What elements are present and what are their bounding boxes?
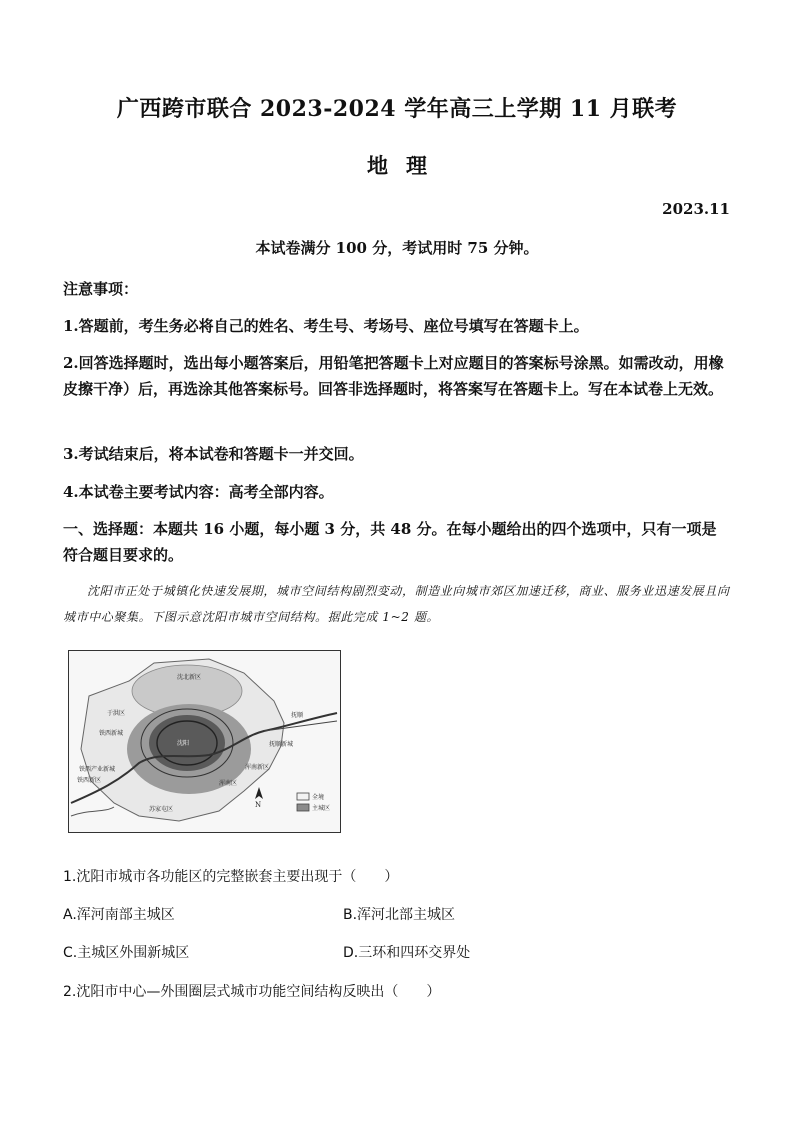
shenyang-city-structure-map	[68, 650, 341, 833]
label-fushun: 抚顺	[291, 712, 304, 719]
exam-title: 广西跨市联合 2023-2024 学年高三上学期 11 月联考	[116, 96, 678, 122]
notice-item-2: 2.回答选择题时，选出每小题答案后，用铅笔把答题卡上对应题目的答案标号涂黑。如需改动，用橡皮擦干净）后，再选涂其他答案标号。回答非选择题时，将答案写在答题卡上。写在本试卷上无效。	[63, 354, 724, 398]
label-hunnan: 浑南区	[219, 780, 238, 787]
legend-label-main-city: 主城区	[312, 805, 331, 812]
label-sujiatun: 苏家屯区	[149, 806, 174, 813]
label-shenyang: 沈阳	[177, 740, 190, 747]
south-road	[71, 807, 114, 816]
label-fushun-new: 抚顺新城	[269, 741, 294, 748]
notice-item-4: 4.本试卷主要考试内容：高考全部内容。	[63, 483, 334, 501]
subject-title: 地理	[367, 153, 445, 178]
label-tiexi-newcity: 铁西新城	[99, 730, 124, 737]
question-1-option-b: B.浑河北部主城区	[343, 907, 456, 923]
question-1-option-a: A.浑河南部主城区	[63, 907, 175, 923]
notice-item-3: 3.考试结束后，将本试卷和答题卡一并交回。	[63, 445, 364, 463]
map-figure	[69, 651, 340, 832]
legend-swatch-main-city	[297, 804, 309, 811]
legend-label-territory: 全境	[312, 794, 325, 801]
notice-item-1: 1.答题前，考生务必将自己的姓名、考生号、考场号、座位号填写在答题卡上。	[63, 317, 589, 335]
label-yuhong: 于洪区	[107, 710, 126, 717]
question-1-stem: 1.沈阳市城市各功能区的完整嵌套主要出现于（ ）	[63, 869, 399, 885]
exam-date: 2023.11	[662, 200, 730, 218]
north-label: N	[255, 801, 262, 809]
notice-heading: 注意事项：	[63, 280, 139, 298]
label-shenbei: 沈北新区	[176, 674, 202, 681]
question-1-option-d: D.三环和四环交界处	[343, 945, 471, 961]
section-intro: 沈阳市正处于城镇化快速发展期，城市空间结构剧烈变动，制造业向城市郊区加速迁移，商业、服务业迅速发展且向城市中心聚集。下图示意沈阳市城市空间结构。据此完成 1~2 题。	[63, 584, 730, 624]
question-1-option-c: C.主城区外围新城区	[63, 945, 190, 961]
legend-swatch-territory	[297, 793, 309, 800]
question-2-stem: 2.沈阳市中心—外围圈层式城市功能空间结构反映出（ ）	[63, 984, 441, 1000]
label-tiexi-industry: 铁西产业新城	[79, 766, 116, 773]
exam-summary: 本试卷满分 100 分，考试用时 75 分钟。	[255, 239, 539, 257]
label-hunnan-new: 浑南新区	[245, 764, 270, 771]
label-tiexi-new: 铁西新区	[77, 777, 102, 784]
north-arrow-icon	[255, 787, 263, 799]
section-heading: 一、选择题：本题共 16 小题，每小题 3 分，共 48 分。在每小题给出的四个选项中，只有一项是符合题目要求的。	[63, 520, 717, 564]
